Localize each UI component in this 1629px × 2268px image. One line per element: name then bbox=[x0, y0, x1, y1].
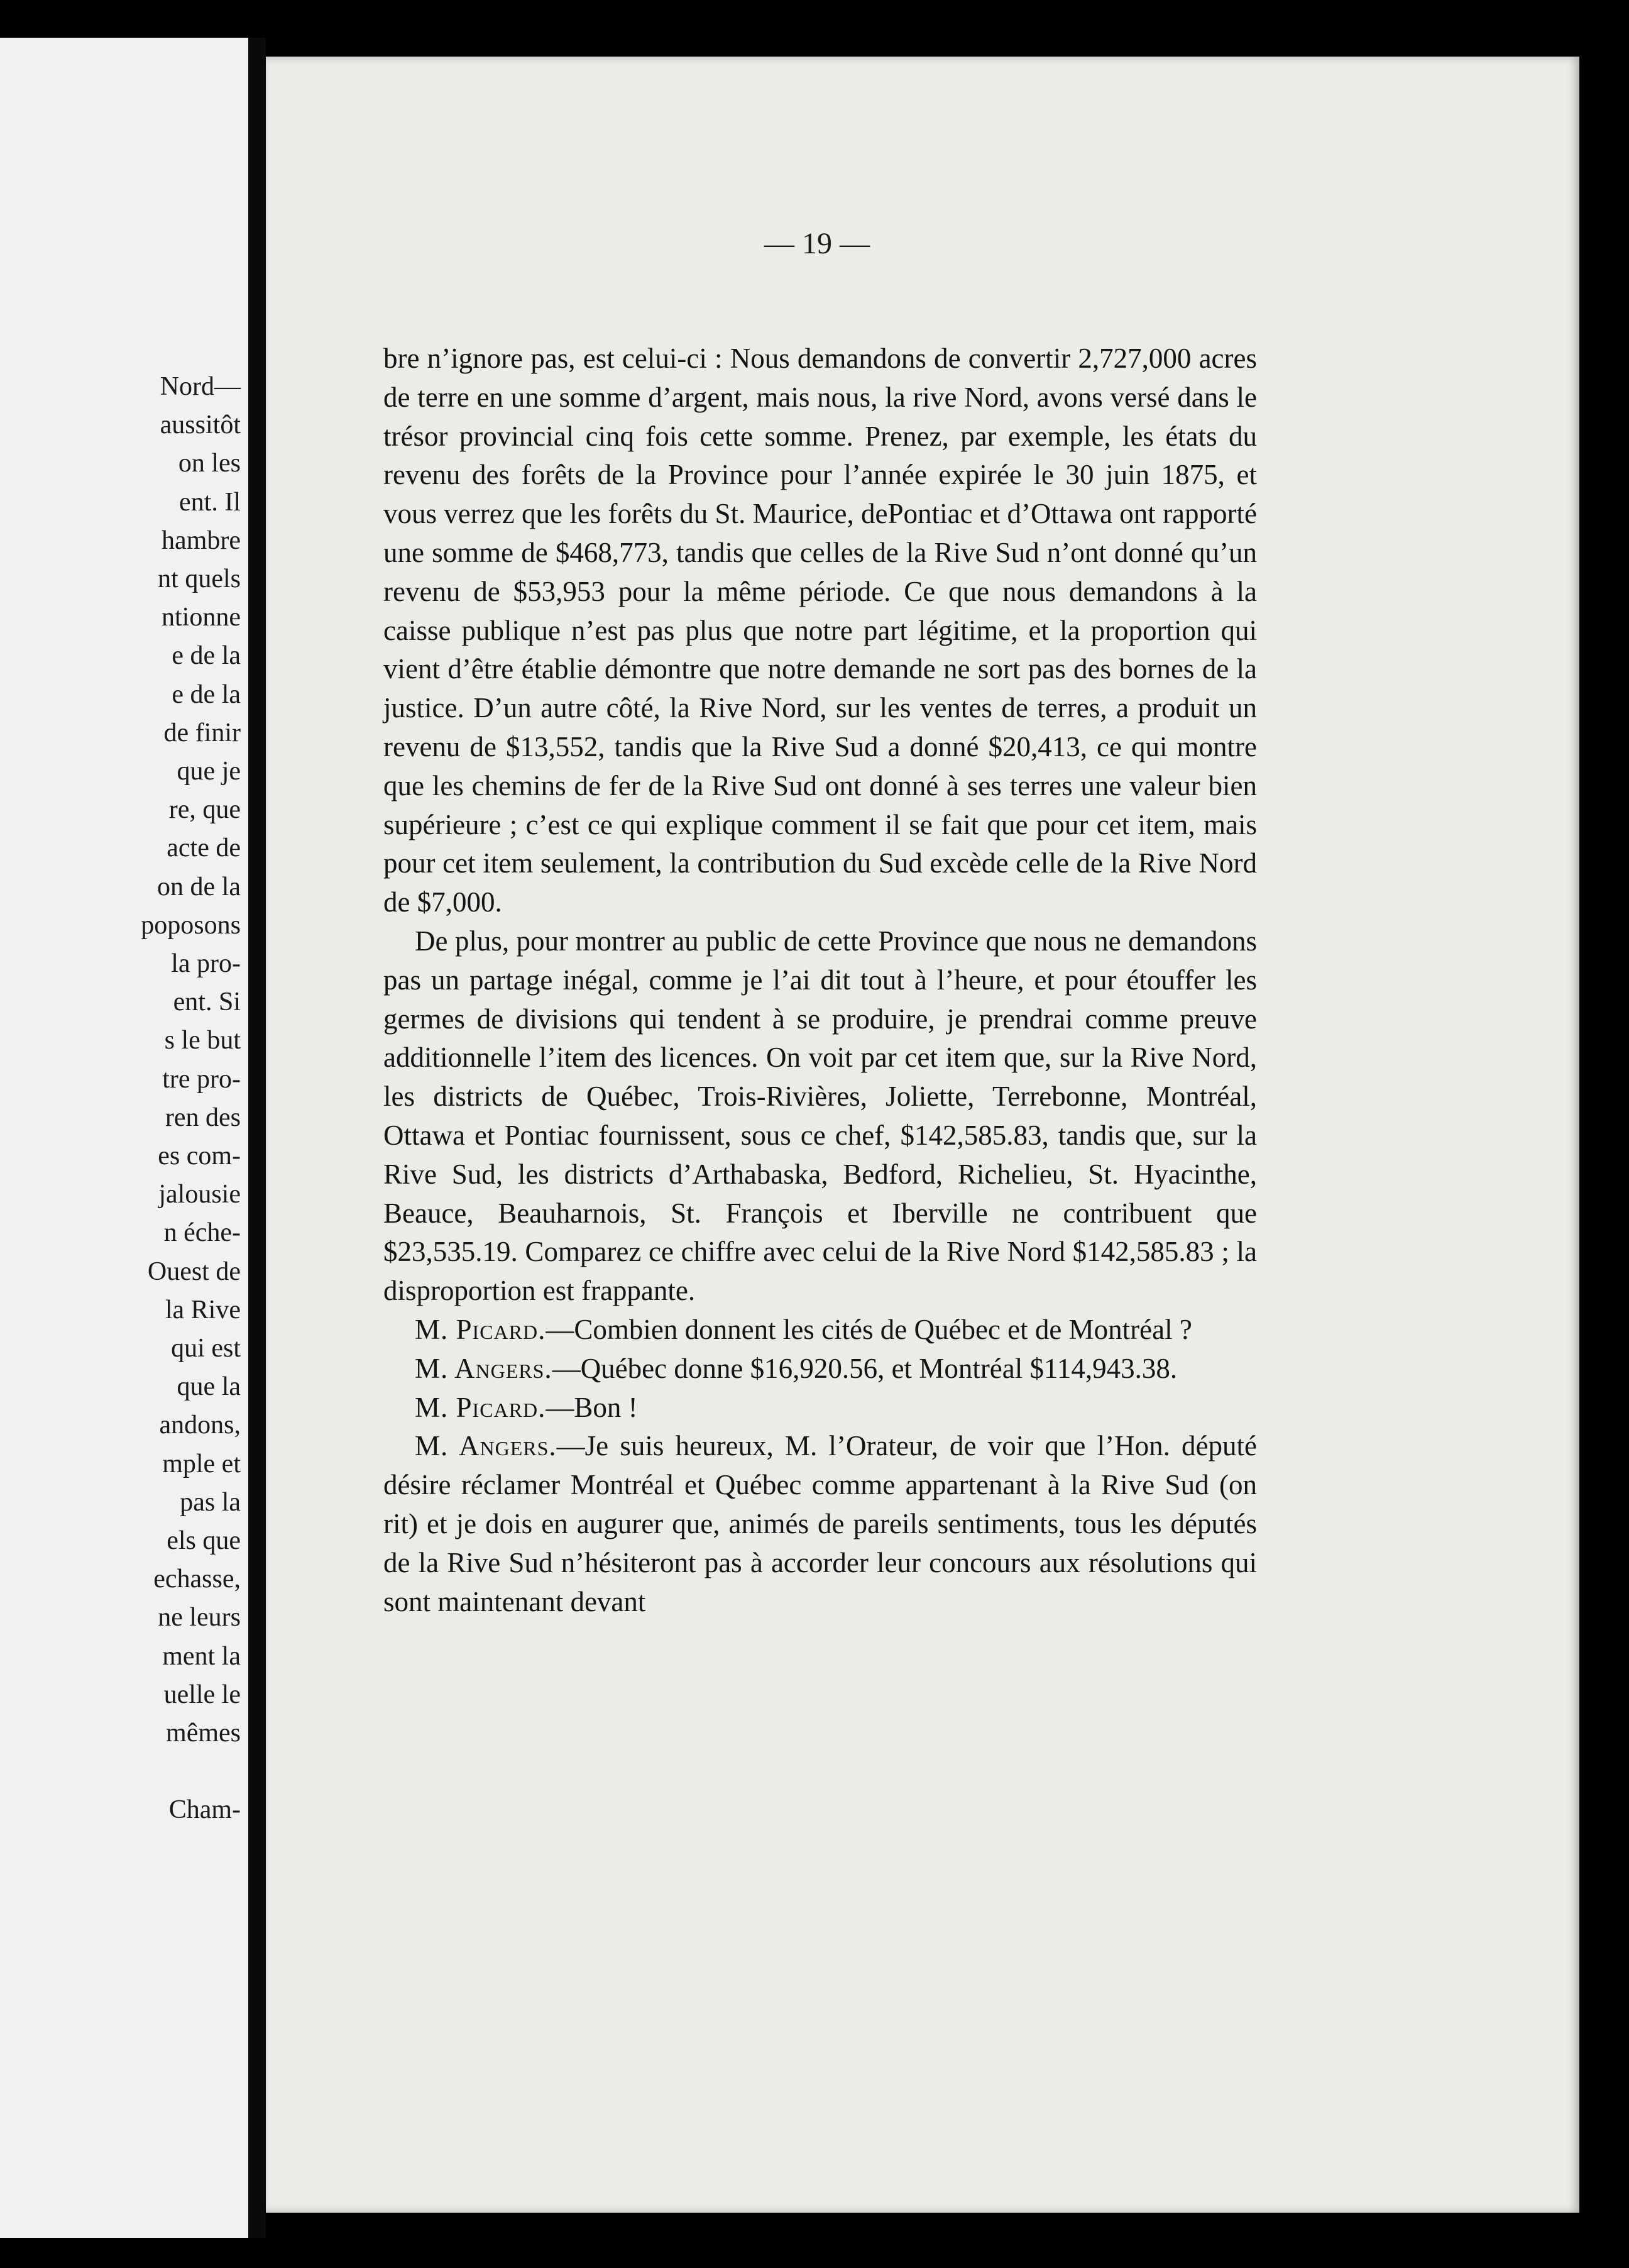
speech-text: —Combien donnent les cités de Québec et de Montréal ? bbox=[546, 1313, 1192, 1345]
speech-text: —Bon ! bbox=[546, 1391, 638, 1423]
left-page-line: acte de bbox=[167, 834, 241, 863]
left-page-line: que la bbox=[177, 1372, 241, 1402]
speaker-name: M. Angers. bbox=[415, 1352, 552, 1384]
left-page-line: ntionne bbox=[162, 603, 241, 632]
left-page-line: ren des bbox=[165, 1103, 241, 1132]
left-page-line: ent. Si bbox=[173, 988, 241, 1017]
speech-text: —Je suis heureux, M. l’Orateur, de voir que l’Hon. député désire réclamer Montréal et Québec comme appartenant à la Rive Sud (on rit) et je dois en augurer que, animés de pareils sentiments, tous les députés de la Rive Sud n’hésiteront pas à accorder leur concours aux résolutions qui sont maintenant devant bbox=[383, 1430, 1257, 1617]
speech-text: —Québec donne $16,920.56, et Montréal $114,943.38. bbox=[552, 1352, 1178, 1384]
left-page-line: Cham- bbox=[168, 1795, 241, 1825]
left-page-line: n éche- bbox=[163, 1218, 241, 1248]
left-page-line: pas la bbox=[180, 1487, 241, 1517]
left-page-line: aussitôt bbox=[160, 410, 241, 440]
speaker-name: M. Picard. bbox=[415, 1313, 546, 1345]
left-page-line: poposons bbox=[141, 910, 241, 940]
left-page-line: on les bbox=[178, 449, 241, 478]
left-page-line: es com- bbox=[158, 1142, 241, 1170]
left-page-line: s le but bbox=[164, 1026, 241, 1055]
left-page-line: els que bbox=[167, 1526, 241, 1555]
left-page-line: qui est bbox=[171, 1334, 241, 1363]
left-page-line: echasse, bbox=[153, 1565, 241, 1594]
left-page-line: andons, bbox=[159, 1411, 241, 1440]
speaker-name: M. Picard. bbox=[415, 1391, 546, 1423]
left-page-line: e de la bbox=[172, 641, 241, 671]
gutter-divider bbox=[248, 38, 266, 2238]
left-page-line: la Rive bbox=[165, 1295, 241, 1324]
left-page-line: e de la bbox=[172, 680, 241, 709]
left-page-line: Nord— bbox=[160, 372, 241, 401]
page-number: — 19 — bbox=[764, 227, 870, 260]
dialogue-angers-2 bbox=[383, 1427, 1257, 1621]
left-page-line: ent. Il bbox=[179, 487, 241, 517]
left-page-fragment bbox=[0, 38, 250, 2238]
left-page-line: hambre bbox=[162, 526, 241, 555]
page-body bbox=[383, 339, 1257, 1621]
dialogue-picard-1 bbox=[383, 1311, 1257, 1350]
left-page-line: uelle le bbox=[163, 1680, 241, 1709]
left-page-line: la pro- bbox=[171, 949, 241, 978]
left-page-line: nt quels bbox=[158, 564, 241, 593]
left-page-line: de finir bbox=[163, 718, 241, 747]
left-page-line: ne leurs bbox=[158, 1603, 241, 1632]
left-page-line: Ouest de bbox=[147, 1257, 241, 1286]
left-page-line: on de la bbox=[157, 872, 241, 901]
paragraph-2: De plus, pour montrer au public de cette Province que nous ne demandons pas un partage inégal, comme je l’ai dit tout à l’heure, et pour étouffer les germes de divisions qui tendent à se produire, je prendrai comme preuve additionnelle l’item des licences. On voit par cet item que, sur la Rive Nord, les districts de Québec, Trois-Rivières, Joliette, Terrebonne, Montréal, Ottawa et Pontiac fournissent, sous ce chef, $142,585.83, tandis que, sur la Rive Sud, les districts d’Arthabaska, Bedford, Richelieu, St. Hyacinthe, Beauce, Beauharnois, St. François et Iberville ne contribuent que $23,535.19. Comparez ce chiffre avec celui de la Rive Nord $142,585.83 ; la disproportion est frappante. bbox=[383, 925, 1257, 1307]
left-page-line: ment la bbox=[162, 1641, 241, 1671]
left-page-line: re, que bbox=[168, 795, 241, 825]
left-page-line: tre pro- bbox=[162, 1064, 241, 1094]
paragraph-1: bre n’ignore pas, est celui-ci : Nous demandons de convertir 2,727,000 acres de terre en une somme d’argent, mais nous, la rive Nord, avons versé dans le trésor provincial cinq fois cette somme. Prenez, par exemple, les états du revenu des forêts de la Province pour l’année expirée le 30 juin 1875, et vous verrez que les forêts du St. Maurice, dePontiac et d’Ottawa ont rapporté une somme de $468,773, tandis que celles de la Rive Sud n’ont donné qu’un revenu de $53,953 pour la même période. Ce que nous demandons à la caisse publique n’est pas plus que notre part légitime, et la proportion qui vient d’être établie démontre que notre demande ne sort pas des bornes de la justice. D’un autre côté, la Rive Nord, sur les ventes de terres, a produit un revenu de $13,552, tandis que la Rive Sud a donné $20,413, ce qui montre que les chemins de fer de la Rive Sud ont donné à ses terres une valeur bien supérieure ; c’est ce qui explique comment il se fait que pour cet item, mais pour cet item seulement, la contribution du Sud excède celle de la Rive Nord de $7,000. bbox=[383, 343, 1257, 918]
speaker-name: M. Angers. bbox=[415, 1430, 557, 1462]
dialogue-angers-1 bbox=[383, 1350, 1257, 1389]
left-page-line: jalousie bbox=[158, 1180, 241, 1209]
left-page-line: que je bbox=[177, 757, 241, 786]
left-page-line: mple et bbox=[162, 1449, 241, 1478]
left-page-line: mêmes bbox=[166, 1719, 241, 1748]
dialogue-picard-2 bbox=[383, 1389, 1257, 1428]
